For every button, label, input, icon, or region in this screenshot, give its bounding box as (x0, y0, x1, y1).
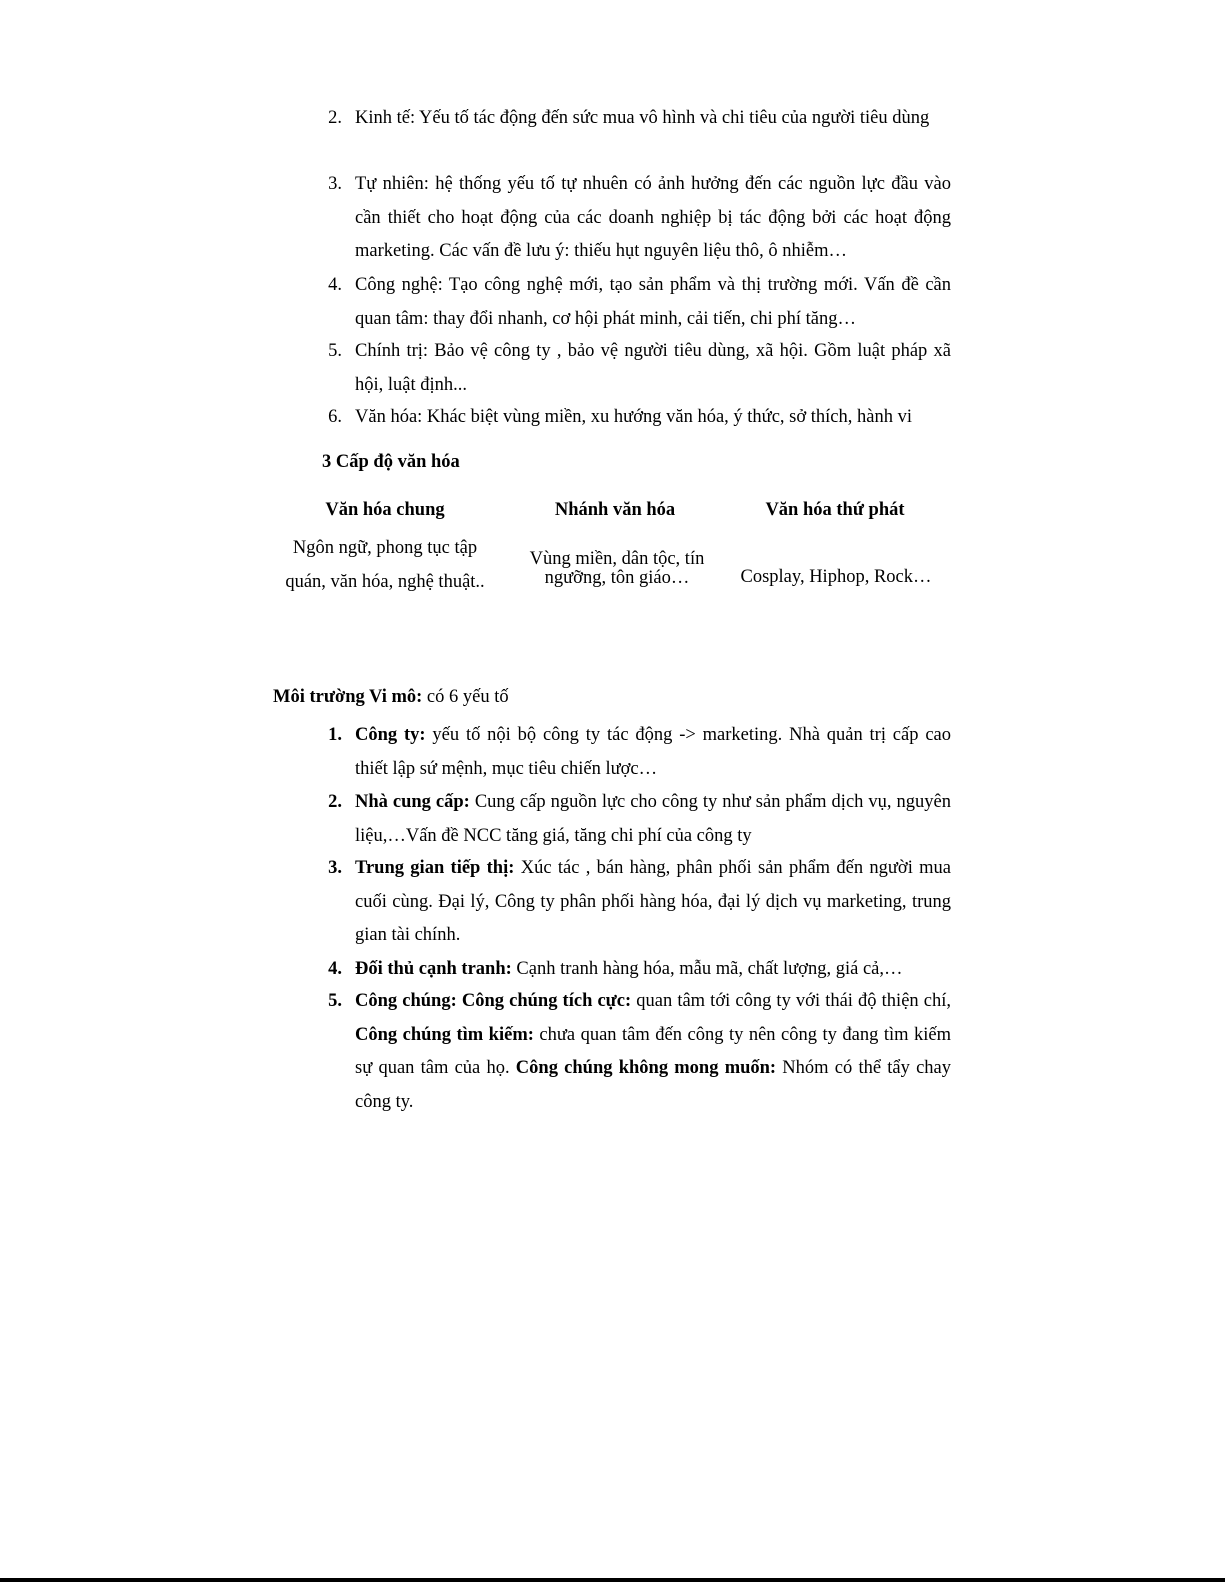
list-number: 3. (328, 858, 342, 878)
table-header-subculture: Nhánh văn hóa (554, 500, 676, 520)
term: Công chúng không mong muốn: (515, 1058, 777, 1078)
culture-heading: 3 Cấp độ văn hóa (322, 452, 460, 472)
list-number: 3. (328, 174, 342, 194)
list-item: Tự nhiên: hệ thống yếu tố tự nhuên có ảnh hưởng đến các nguồn lực đầu vào cần thiết cho hoạt động của các doanh nghiệp bị tác động bởi các hoạt động marketing. Các vấn đề lưu ý: thiếu hụt nguyên liệu thô, ô nhiễm… (355, 174, 951, 261)
list-number: 2. (328, 792, 342, 812)
list-item: Văn hóa: Khác biệt vùng miền, xu hướng văn hóa, ý thức, sở thích, hành vi (355, 407, 912, 427)
term: Công chúng tìm kiếm: (355, 1024, 534, 1045)
list-number: 2. (328, 108, 342, 128)
description: chưa quan tâm đến công ty nên công ty đang tìm kiếm sự quan tâm của họ. (355, 1024, 951, 1078)
list-number: 4. (328, 959, 342, 979)
description: Xúc tác , bán hàng, phân phối sản phẩm đến người mua cuối cùng. Đại lý, Công ty phân phối hàng hóa, đại lý dịch vụ marketing, trung gian tài chính. (355, 858, 951, 945)
description: Cạnh tranh hàng hóa, mẫu mã, chất lượng, giá cả,… (511, 959, 903, 979)
list-number: 5. (328, 991, 342, 1011)
term: Nhà cung cấp: (355, 792, 470, 812)
list-number: 1. (328, 725, 342, 745)
table-cell-subculture: Vùng miền, dân tộc, tín ngưỡng, tôn giáo… (529, 549, 705, 588)
description: yếu tố nội bộ công ty tác động -> marketing. Nhà quản trị cấp cao thiết lập sứ mệnh, mục tiêu chiến lược… (355, 725, 951, 779)
description: Nhóm có thể tẩy chay công ty. (355, 1058, 951, 1112)
description: quan tâm tới công ty với thái độ thiện chí, (631, 991, 951, 1011)
list-item (355, 953, 951, 987)
term: Đối thủ cạnh tranh: (355, 959, 512, 979)
term: Trung gian tiếp thị: (355, 858, 515, 878)
list-item: Công nghệ: Tạo công nghệ mới, tạo sản phẩm và thị trường mới. Vấn đề cần quan tâm: thay đổi nhanh, cơ hội phát minh, cải tiến, chi phí tăng… (355, 275, 951, 329)
list-item: Chính trị: Bảo vệ công ty , bảo vệ người tiêu dùng, xã hội. Gồm luật pháp xã hội, luật định... (355, 341, 951, 395)
list-number: 4. (328, 275, 342, 295)
micro-subtitle: có 6 yếu tố (422, 687, 509, 707)
table-cell-secondary-culture: Cosplay, Hiphop, Rock… (740, 567, 932, 587)
list-item (355, 985, 951, 1119)
term: Công ty: (355, 725, 426, 745)
list-number: 6. (328, 407, 342, 427)
table-header-secondary-culture: Văn hóa thứ phát (765, 500, 905, 520)
micro-section-title (273, 681, 509, 714)
list-item (355, 719, 951, 786)
description: Cung cấp nguồn lực cho công ty như sản phẩm dịch vụ, nguyên liệu,…Vấn đề NCC tăng giá, tăng chi phí của công ty (355, 792, 951, 846)
table-header-general-culture: Văn hóa chung (325, 500, 445, 520)
list-item (355, 786, 951, 853)
term: Công chúng: Công chúng tích cực: (355, 991, 632, 1011)
list-item (355, 852, 951, 953)
micro-title: Môi trường Vi mô: (273, 687, 423, 707)
list-number: 5. (328, 341, 342, 361)
list-item: Kinh tế: Yếu tố tác động đến sức mua vô hình và chi tiêu của người tiêu dùng (355, 108, 930, 128)
page-bottom-border (0, 1578, 1225, 1582)
table-cell-general-culture: Ngôn ngữ, phong tục tập quán, văn hóa, nghệ thuật.. (285, 538, 485, 592)
